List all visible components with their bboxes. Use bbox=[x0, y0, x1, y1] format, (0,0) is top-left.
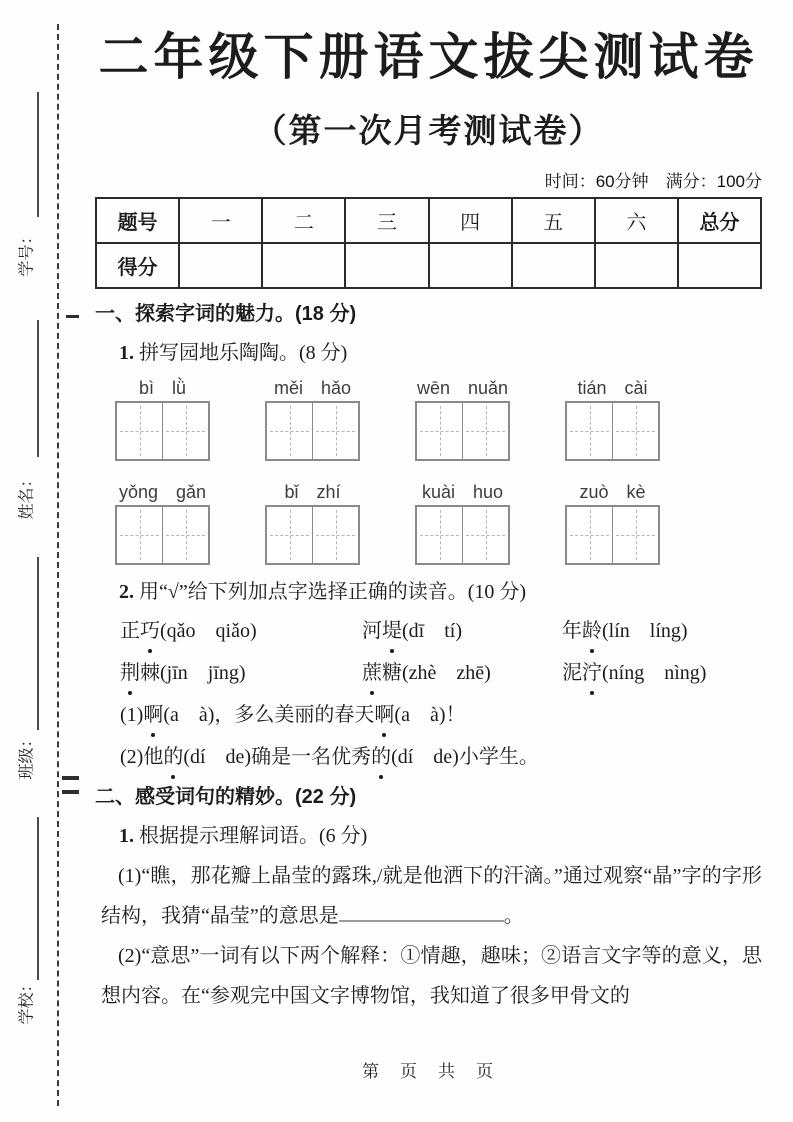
section-two-question-1-prompt bbox=[119, 824, 762, 848]
sub-question-1 bbox=[120, 700, 762, 730]
fold-mark bbox=[62, 776, 79, 780]
score-table-header-row bbox=[96, 198, 761, 243]
character-writing-box bbox=[115, 401, 210, 461]
school-write-line bbox=[37, 817, 39, 980]
sub-question-text: (2)他 bbox=[120, 746, 164, 768]
writing-cell bbox=[267, 507, 313, 563]
paper-title: 二年级下册语文拔尖测试卷 bbox=[98, 29, 759, 85]
dotted-char: 的 bbox=[371, 742, 391, 772]
word-char: 正 bbox=[120, 620, 140, 642]
section-two-heading: 二、感受词句的精妙。(22 分) bbox=[95, 786, 357, 808]
question-number: 1. bbox=[119, 825, 134, 847]
word-item bbox=[120, 616, 362, 646]
sub-question-text: (a à)，多么美丽的春天 bbox=[163, 704, 375, 726]
paper-subtitle: （第一次月考测试卷） bbox=[253, 112, 604, 149]
sub-question-text: (1) bbox=[120, 704, 144, 726]
writing-cell bbox=[267, 403, 313, 459]
pronunciation-word-row-2 bbox=[120, 658, 762, 688]
dotted-char: 荆 bbox=[120, 658, 140, 688]
paragraph-text: (2)“意思”一词有以下两个解释：①情趣，趣味；②语言文字等的意义，思想内容。在“参观完中国文字博物馆，我知道了很多甲骨文的 bbox=[101, 945, 762, 1007]
pinyin-label: kuài huo bbox=[421, 482, 504, 502]
student-id-label: 学号： bbox=[18, 228, 36, 277]
character-writing-box bbox=[265, 401, 360, 461]
pinyin-writing-row-1 bbox=[115, 378, 660, 461]
score-table-header-cell: 四 bbox=[429, 198, 512, 243]
dotted-char: 泞 bbox=[582, 658, 602, 688]
question-number: 1. bbox=[119, 342, 134, 364]
score-table-header-cell: 五 bbox=[512, 198, 595, 243]
score-table-header-cell: 题号 bbox=[96, 198, 179, 243]
score-cell bbox=[429, 243, 512, 288]
pinyin-group bbox=[265, 482, 360, 565]
pinyin-group bbox=[415, 482, 510, 565]
character-writing-box bbox=[565, 401, 660, 461]
writing-cell bbox=[117, 507, 163, 563]
pronunciation-options: (dī tí) bbox=[402, 620, 462, 642]
word-meaning-paragraph-2 bbox=[95, 936, 762, 1016]
test-paper bbox=[95, 0, 762, 1016]
writing-cell bbox=[163, 507, 208, 563]
score-table-header-cell: 三 bbox=[345, 198, 428, 243]
class-label: 班级： bbox=[18, 731, 36, 780]
score-table-header-cell: 一 bbox=[179, 198, 262, 243]
writing-cell bbox=[463, 507, 508, 563]
word-char: 泥 bbox=[562, 662, 582, 684]
question-text: 根据提示理解词语。(6 分) bbox=[134, 825, 368, 847]
student-id-write-line bbox=[37, 92, 39, 217]
pronunciation-word-row-1 bbox=[120, 616, 762, 646]
pinyin-group bbox=[115, 378, 210, 461]
writing-cell bbox=[117, 403, 163, 459]
character-writing-box bbox=[415, 401, 510, 461]
sub-question-text: (a à)！ bbox=[394, 704, 466, 726]
dotted-char: 巧 bbox=[140, 616, 160, 646]
score-table bbox=[95, 197, 762, 289]
pinyin-label: wēn nuǎn bbox=[416, 378, 509, 398]
question-1-prompt bbox=[119, 341, 762, 365]
sub-question-2 bbox=[120, 742, 762, 772]
score-cell bbox=[345, 243, 428, 288]
pinyin-group bbox=[565, 378, 660, 461]
score-table-score-row bbox=[96, 243, 761, 288]
pinyin-group bbox=[565, 482, 660, 565]
pinyin-label: zuò kè bbox=[579, 482, 646, 502]
writing-cell bbox=[613, 403, 658, 459]
pronunciation-options: (lín líng) bbox=[602, 620, 688, 642]
dotted-char: 堤 bbox=[382, 616, 402, 646]
pronunciation-options: (zhè zhē) bbox=[402, 662, 491, 684]
question-number: 2. bbox=[119, 581, 134, 603]
paragraph-text: (1)“瞧，那花瓣上晶莹的露珠,/就是他洒下的汗滴。”通过观察“晶”字的字形结构，我猜“晶莹”的意思是 bbox=[101, 865, 762, 927]
question-2-prompt bbox=[119, 580, 762, 604]
pronunciation-options: (níng nìng) bbox=[602, 662, 707, 684]
writing-cell bbox=[313, 403, 358, 459]
section-one-heading: 一、探索字词的魅力。(18 分) bbox=[95, 303, 357, 325]
pinyin-label: bì lǜ bbox=[138, 378, 187, 398]
score-table-header-cell: 六 bbox=[595, 198, 678, 243]
character-writing-box bbox=[565, 505, 660, 565]
sub-question-text: (dí de)小学生。 bbox=[391, 746, 539, 768]
name-label: 姓名： bbox=[18, 471, 36, 520]
question-text: 用“√”给下列加点字选择正确的读音。(10 分) bbox=[134, 581, 527, 603]
pinyin-label: měi hǎo bbox=[273, 378, 352, 398]
name-write-line bbox=[37, 320, 39, 457]
word-item bbox=[562, 616, 688, 646]
word-item bbox=[120, 658, 362, 688]
word-item bbox=[562, 658, 706, 688]
score-row-label: 得分 bbox=[96, 243, 179, 288]
dashed-cut-line bbox=[57, 24, 59, 1106]
dotted-char: 啊 bbox=[143, 700, 163, 730]
writing-cell bbox=[613, 507, 658, 563]
writing-cell bbox=[313, 507, 358, 563]
dotted-char: 蔗 bbox=[362, 658, 382, 688]
score-cell bbox=[678, 243, 761, 288]
pronunciation-options: (qǎo qiǎo) bbox=[160, 620, 257, 642]
word-char: 河 bbox=[362, 620, 382, 642]
dotted-char: 的 bbox=[163, 742, 183, 772]
writing-cell bbox=[567, 507, 613, 563]
time-and-score-info: 时间：60分钟 满分：100分 bbox=[544, 172, 762, 191]
score-cell bbox=[512, 243, 595, 288]
pinyin-label: bǐ zhí bbox=[284, 482, 341, 502]
word-meaning-paragraph-1 bbox=[95, 856, 762, 936]
score-cell bbox=[179, 243, 262, 288]
writing-cell bbox=[163, 403, 208, 459]
word-item bbox=[362, 658, 562, 688]
word-item bbox=[362, 616, 562, 646]
character-writing-box bbox=[115, 505, 210, 565]
dotted-char: 龄 bbox=[582, 616, 602, 646]
word-char: 糖 bbox=[382, 662, 402, 684]
answer-blank-line bbox=[339, 914, 504, 922]
dotted-char: 啊 bbox=[374, 700, 394, 730]
pronunciation-options: (jīn jīng) bbox=[160, 662, 246, 684]
pinyin-writing-row-2 bbox=[115, 482, 660, 565]
fold-mark bbox=[62, 790, 79, 794]
word-char: 年 bbox=[562, 620, 582, 642]
score-cell bbox=[595, 243, 678, 288]
writing-cell bbox=[417, 403, 463, 459]
writing-cell bbox=[417, 507, 463, 563]
sub-question-text: (dí de)确是一名优秀 bbox=[183, 746, 372, 768]
character-writing-box bbox=[415, 505, 510, 565]
paragraph-text: 。 bbox=[503, 905, 524, 927]
score-table-header-cell: 总分 bbox=[678, 198, 761, 243]
pinyin-group bbox=[415, 378, 510, 461]
score-table-header-cell: 二 bbox=[262, 198, 345, 243]
word-char: 棘 bbox=[140, 662, 160, 684]
page-footer: 第 页 共 页 bbox=[362, 1062, 495, 1081]
pinyin-label: yǒng gǎn bbox=[118, 482, 207, 502]
class-write-line bbox=[37, 557, 39, 730]
pinyin-group bbox=[265, 378, 360, 461]
writing-cell bbox=[463, 403, 508, 459]
school-label: 学校： bbox=[18, 976, 36, 1025]
pinyin-label: tián cài bbox=[577, 378, 648, 398]
question-text: 拼写园地乐陶陶。(8 分) bbox=[134, 342, 348, 364]
writing-cell bbox=[567, 403, 613, 459]
character-writing-box bbox=[265, 505, 360, 565]
pinyin-group bbox=[115, 482, 210, 565]
score-cell bbox=[262, 243, 345, 288]
fold-mark bbox=[66, 315, 79, 318]
left-fold-strip bbox=[0, 0, 95, 1122]
